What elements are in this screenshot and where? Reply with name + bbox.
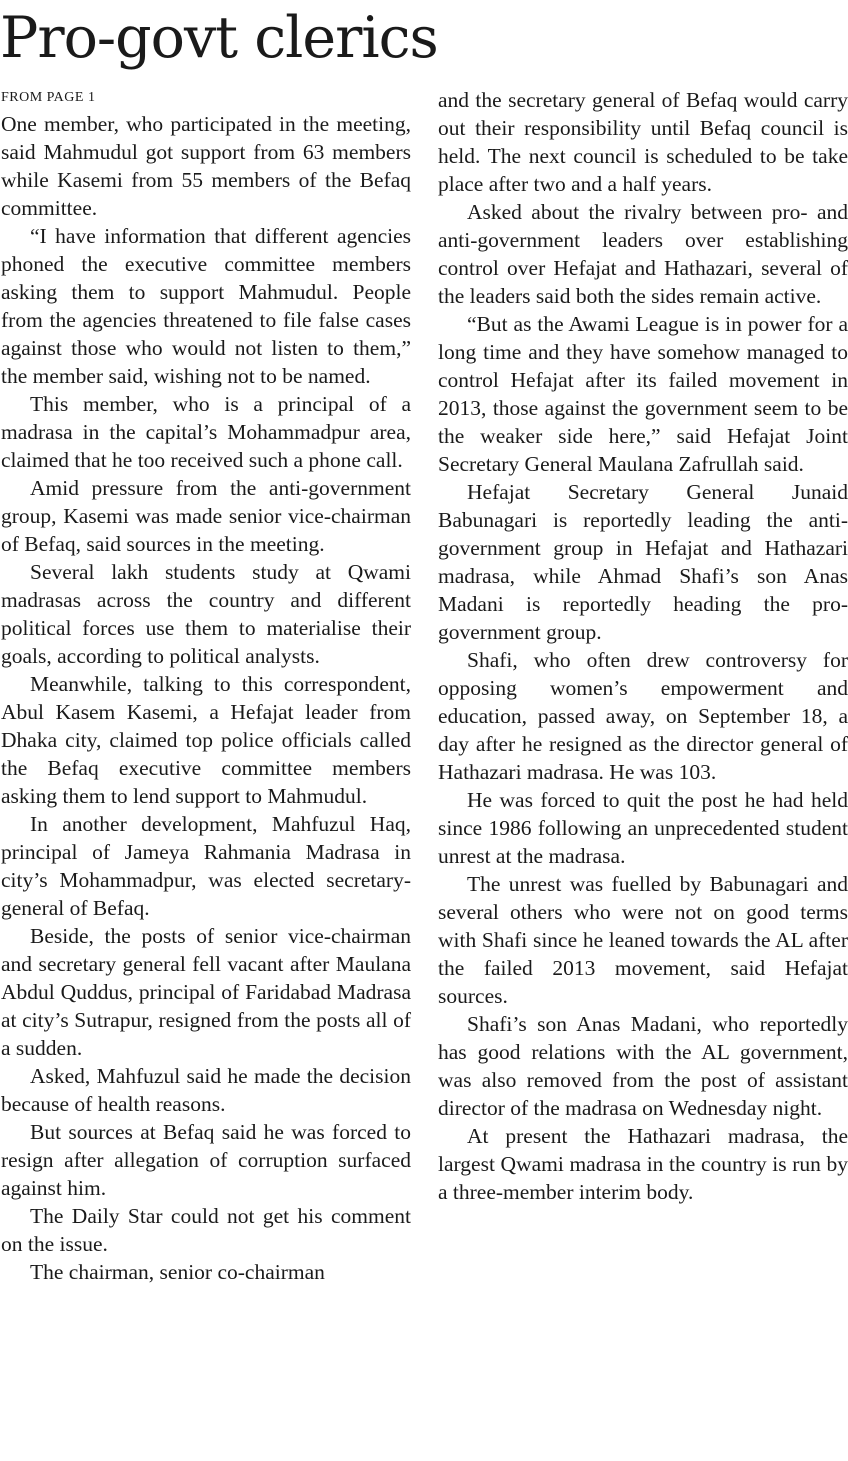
paragraph: The unrest was fuelled by Babunagari and several others who were not on good terms with Shafi since he leaned towards the AL after the failed 2013 movement, said Hefajat sources. (438, 872, 848, 1008)
paragraph: “But as the Awami League is in power for a long time and they have somehow managed to control Hefajat after its failed movement in 2013, those against the government seem to be the weaker side here,” said Hefajat Joint Secretary General Maulana Zafrullah said. (438, 312, 848, 476)
paragraph: Asked about the rivalry between pro- and anti-government leaders over establishing control over Hefajat and Hathazari, several of the leaders said both the sides remain active. (438, 200, 848, 308)
paragraph: Beside, the posts of senior vice-chairman and secretary general fell vacant after Maulana Abdul Quddus, principal of Faridabad Madrasa at city’s Sutrapur, resigned from the posts all of a sudden. (1, 924, 411, 1060)
paragraph: Hefajat Secretary General Junaid Babunagari is reportedly leading the anti-government group in Hefajat and Hathazari madrasa, while Ahmad Shafi’s son Anas Madani is reportedly heading the pro-government group. (438, 480, 848, 644)
paragraph: The Daily Star could not get his comment on the issue. (1, 1204, 411, 1256)
paragraph: One member, who participated in the meeting, said Mahmudul got support from 63 members while Kasemi from 55 members of the Befaq committee. (1, 112, 411, 220)
paragraph: Several lakh students study at Qwami madrasas across the country and different political forces use them to materialise their goals, according to political analysts. (1, 560, 411, 668)
paragraph: This member, who is a principal of a madrasa in the capital’s Mohammadpur area, claimed that he too received such a phone call. (1, 392, 411, 472)
paragraph: Shafi, who often drew controversy for opposing women’s empowerment and education, passed away, on September 18, a day after he resigned as the director general of Hathazari madrasa. He was 103. (438, 648, 848, 784)
paragraph: Asked, Mahfuzul said he made the decision because of health reasons. (1, 1064, 411, 1116)
paragraph: and the secretary general of Befaq would carry out their responsibility until Befaq council is held. The next council is scheduled to be take place after two and a half years. (438, 88, 848, 196)
continuation-kicker: FROM PAGE 1 (1, 90, 96, 105)
paragraph: In another development, Mahfuzul Haq, principal of Jameya Rahmania Madrasa in city’s Mohammadpur, was elected secretary-general of Befaq. (1, 812, 411, 920)
paragraph: The chairman, senior co-chairman (30, 1260, 325, 1284)
paragraph: “I have information that different agencies phoned the executive committee members asking them to support Mahmudul. People from the agencies threatened to file false cases against those who would not listen to them,” the member said, wishing not to be named. (1, 224, 411, 388)
headline: Pro-govt clerics (0, 5, 438, 71)
paragraph: At present the Hathazari madrasa, the largest Qwami madrasa in the country is run by a three-member interim body. (438, 1124, 848, 1204)
article-column-right (438, 86, 848, 1206)
paragraph: He was forced to quit the post he had held since 1986 following an unprecedented student unrest at the madrasa. (438, 788, 848, 868)
paragraph: Meanwhile, talking to this correspondent, Abul Kasem Kasemi, a Hefajat leader from Dhaka city, claimed top police officials called the Befaq executive committee members asking them to lend support to Mahmudul. (1, 672, 411, 808)
paragraph: Shafi’s son Anas Madani, who reportedly has good relations with the AL government, was also removed from the post of assistant director of the madrasa on Wednesday night. (438, 1012, 848, 1120)
paragraph: Amid pressure from the anti-government group, Kasemi was made senior vice-chairman of Befaq, said sources in the meeting. (1, 476, 411, 556)
paragraph: But sources at Befaq said he was forced to resign after allegation of corruption surfaced against him. (1, 1120, 411, 1200)
article-column-left (1, 86, 411, 1286)
